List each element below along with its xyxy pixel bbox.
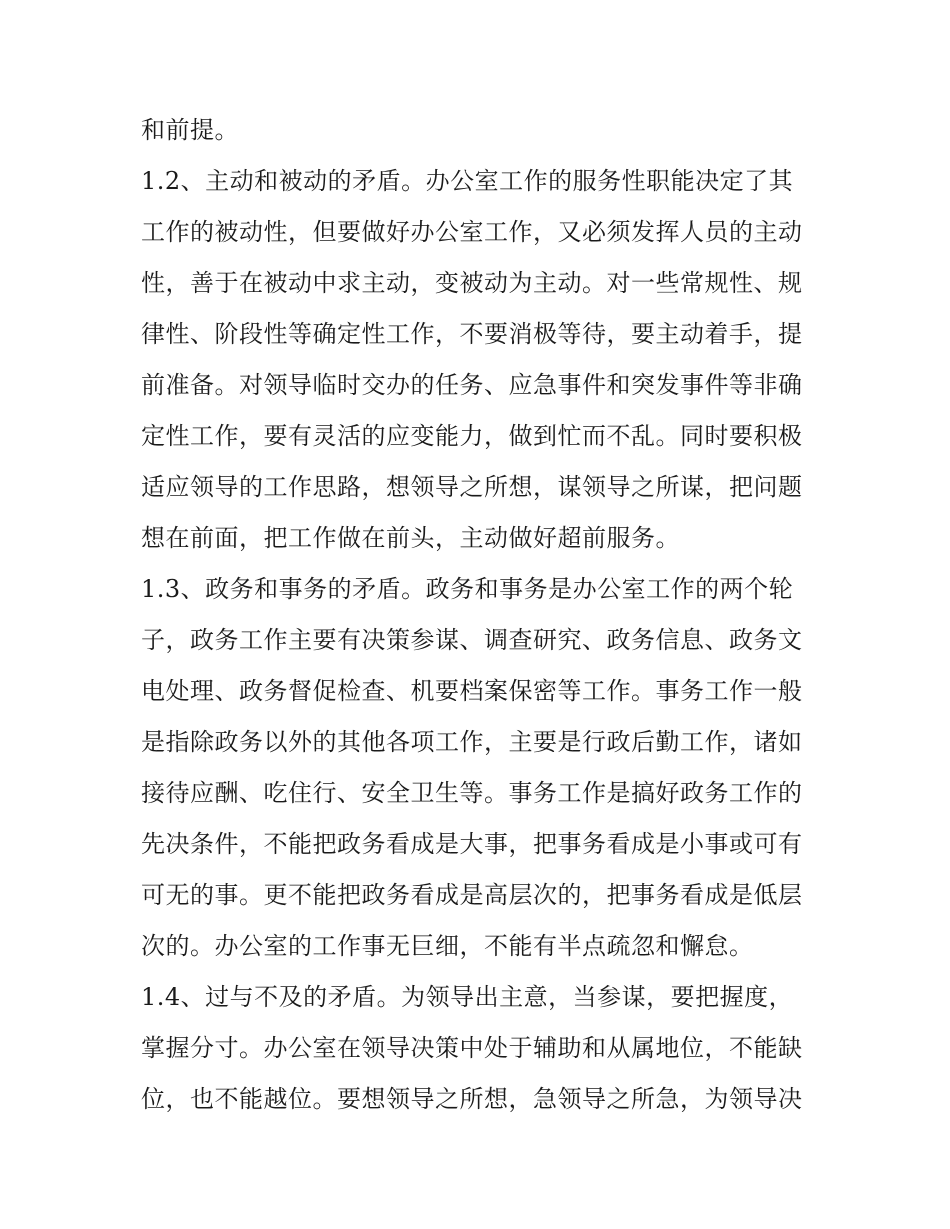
text-line: 可无的事。更不能把政务看成是高层次的，把事务看成是低层 (141, 881, 803, 909)
text-line: 掌握分寸。办公室在领导决策中处于辅助和从属地位，不能缺 (141, 1034, 803, 1062)
text-line: 工作的被动性，但要做好办公室工作，又必须发挥人员的主动 (141, 218, 803, 246)
text-line: 前准备。对领导临时交办的任务、应急事件和突发事件等非确 (141, 371, 803, 399)
text-line: 1.2、主动和被动的矛盾。办公室工作的服务性职能决定了其 (141, 167, 794, 195)
text-line: 次的。办公室的工作事无巨细，不能有半点疏忽和懈怠。 (141, 932, 754, 960)
text-line: 是指除政务以外的其他各项工作，主要是行政后勤工作，诸如 (141, 728, 803, 756)
text-line: 位，也不能越位。要想领导之所想，急领导之所急，为领导决 (141, 1085, 803, 1113)
text-line: 性，善于在被动中求主动，变被动为主动。对一些常规性、规 (141, 269, 803, 297)
text-line: 定性工作，要有灵活的应变能力，做到忙而不乱。同时要积极 (141, 422, 803, 450)
text-line: 律性、阶段性等确定性工作，不要消极等待，要主动着手，提 (141, 320, 803, 348)
text-line: 和前提。 (141, 116, 239, 144)
text-line: 先决条件，不能把政务看成是大事，把事务看成是小事或可有 (141, 830, 803, 858)
text-line: 1.4、过与不及的矛盾。为领导出主意，当参谋，要把握度， (141, 983, 794, 1011)
text-line: 子，政务工作主要有决策参谋、调查研究、政务信息、政务文 (141, 626, 803, 654)
text-line: 适应领导的工作思路，想领导之所想，谋领导之所谋，把问题 (141, 473, 803, 501)
text-line: 接待应酬、吃住行、安全卫生等。事务工作是搞好政务工作的 (141, 779, 803, 807)
body-text (141, 105, 821, 1125)
text-line: 电处理、政务督促检查、机要档案保密等工作。事务工作一般 (141, 677, 803, 705)
text-line: 1.3、政务和事务的矛盾。政务和事务是办公室工作的两个轮 (141, 575, 794, 603)
text-line: 想在前面，把工作做在前头，主动做好超前服务。 (141, 524, 680, 552)
